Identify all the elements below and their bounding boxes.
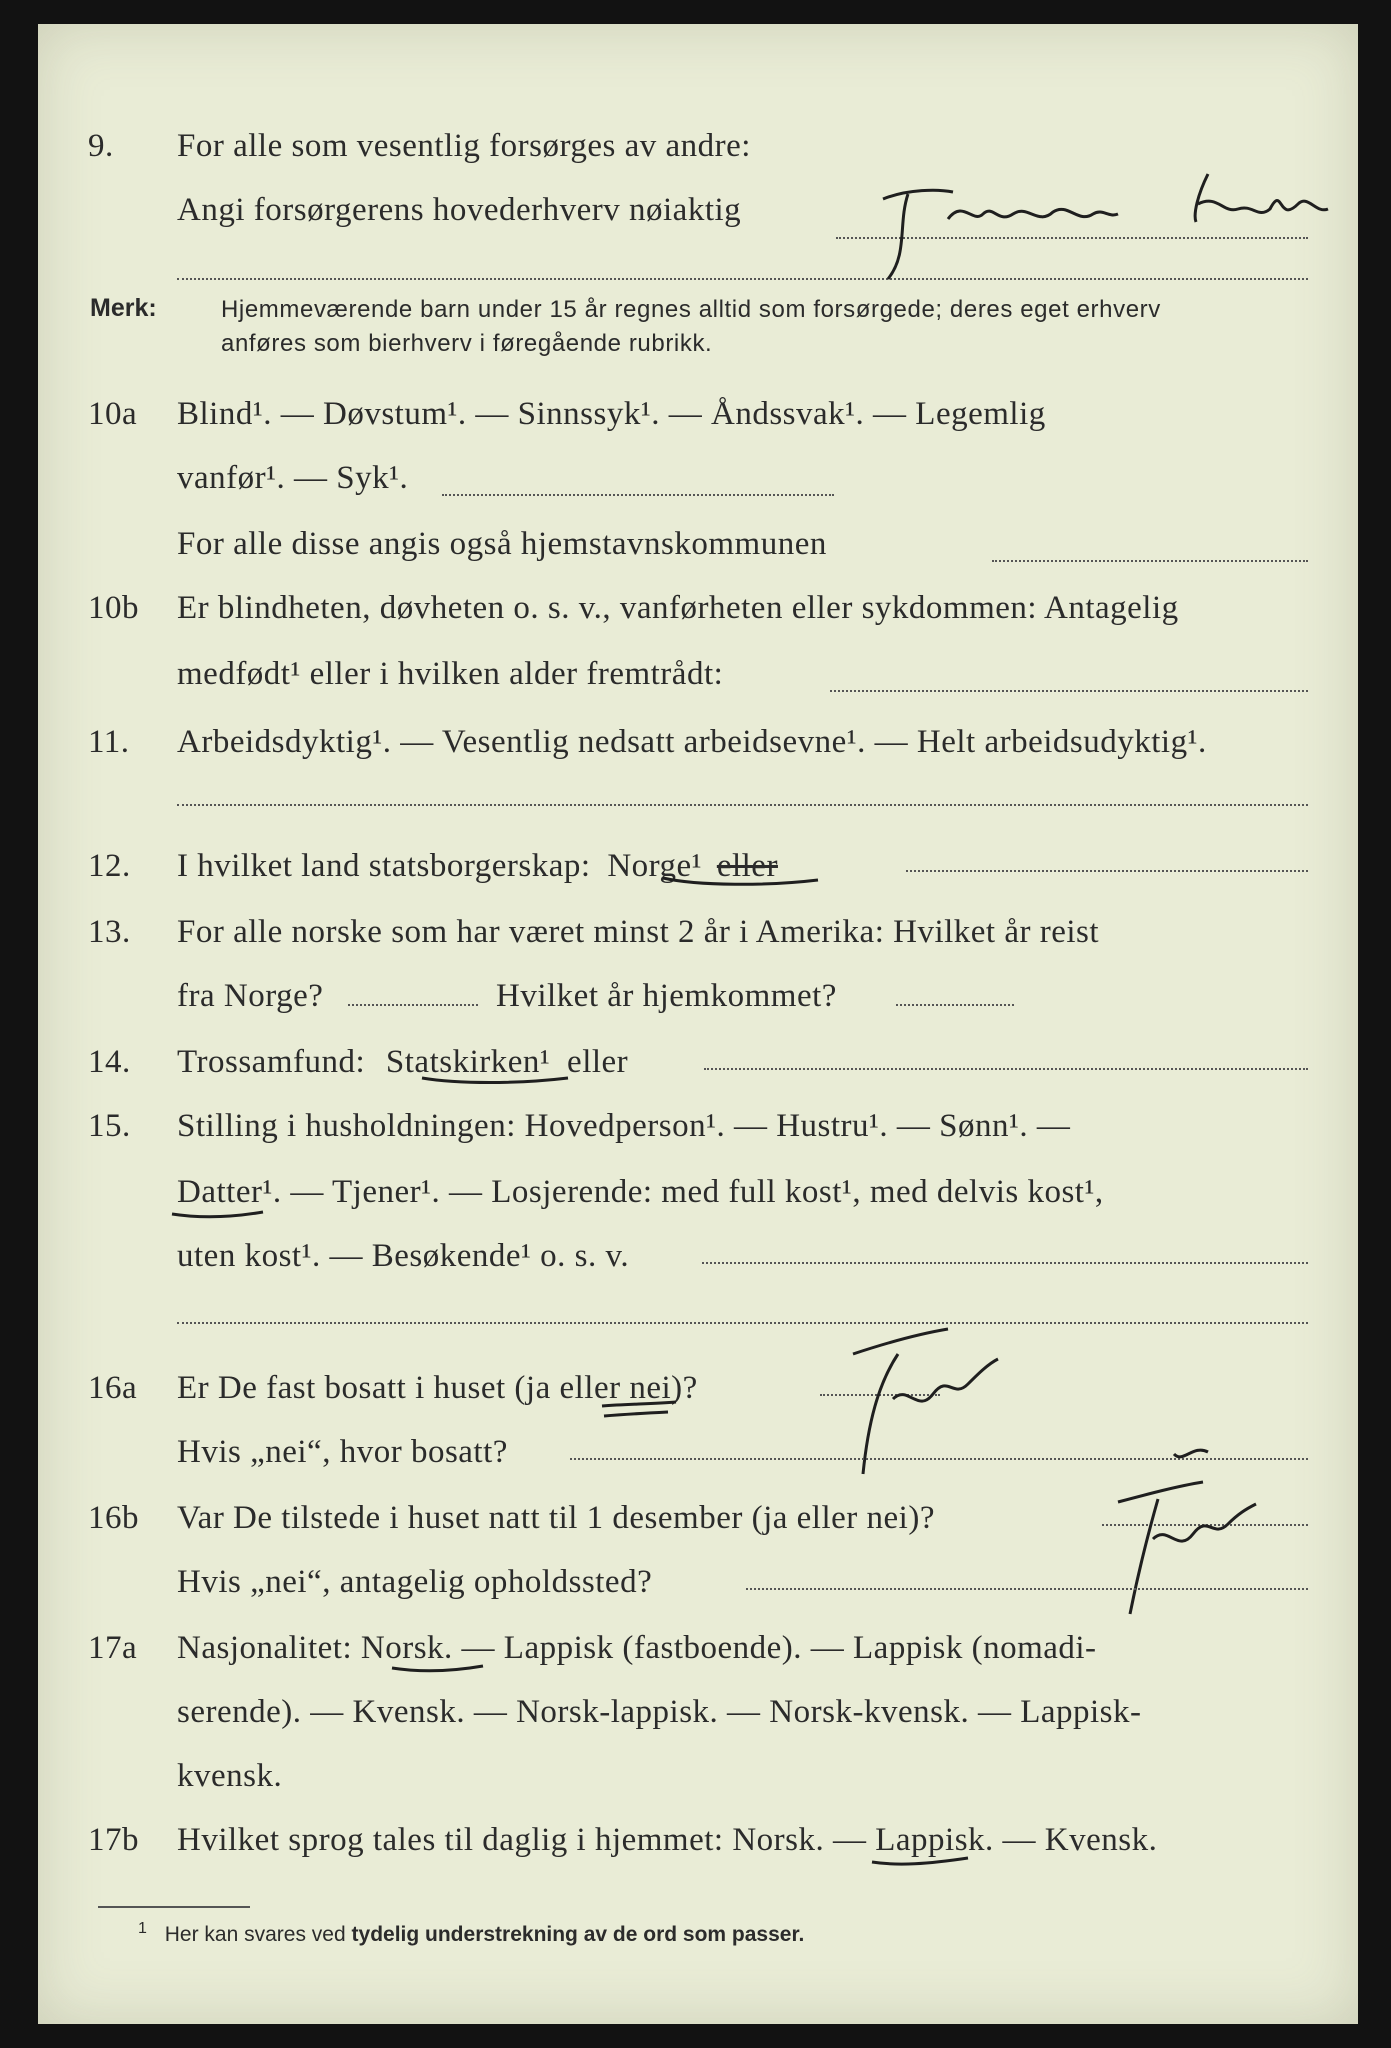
q16a-ja-underline xyxy=(598,1396,688,1426)
q11-number: 11. xyxy=(88,724,130,760)
q14-answer-line xyxy=(704,1068,1308,1070)
q12-norge: Norge¹ xyxy=(607,848,703,884)
q16a-line-1: Er De fast bosatt i huset (ja eller nei)? xyxy=(177,1370,698,1406)
q14-number: 14. xyxy=(88,1044,131,1080)
merk-label: Merk: xyxy=(90,294,157,322)
q17a-number: 17a xyxy=(88,1630,138,1666)
q16b-opholdssted-line xyxy=(746,1588,1308,1590)
q15-row-1 xyxy=(38,1098,1358,1154)
q15-datter-underline xyxy=(168,1200,288,1230)
q11-answer-line xyxy=(177,804,1308,806)
q10b-row-2 xyxy=(38,646,1358,702)
q16b-line-1: Var De tilstede i huset natt til 1 desember (ja eller nei)? xyxy=(177,1500,935,1536)
q12-eller-struck: eller xyxy=(716,848,778,884)
q17a-row-2 xyxy=(38,1684,1358,1740)
q16b-row-2 xyxy=(38,1554,1358,1610)
merk-line-2: anføres som bierhverv i føregående rubrikk. xyxy=(221,330,713,357)
q12-question: I hvilket land statsborgerskap: xyxy=(177,848,591,884)
q15-number: 15. xyxy=(88,1108,131,1144)
q10a-row-3 xyxy=(38,516,1358,572)
q15-extra-line xyxy=(177,1322,1308,1324)
q9-number: 9. xyxy=(88,128,114,164)
q15-row-3 xyxy=(38,1228,1358,1284)
q17a-norsk-underline xyxy=(388,1656,498,1686)
footnote-text-plain: Her kan svares ved xyxy=(164,1923,346,1946)
q13-number: 13. xyxy=(88,914,131,950)
q15-line-2: Datter¹. — Tjener¹. — Losjerende: med full kost¹, med delvis kost¹, xyxy=(177,1174,1104,1210)
q16a-dash-mark xyxy=(1168,1434,1228,1474)
q17a-row-3 xyxy=(38,1748,1358,1804)
q14-statskirken-underline xyxy=(418,1064,618,1094)
q17a-line-2: serende). — Kvensk. — Norsk-lappisk. — Norsk-kvensk. — Lappisk- xyxy=(177,1694,1142,1730)
q10a-kommune-line xyxy=(992,560,1308,562)
q10a-line-1: Blind¹. — Døvstum¹. — Sinnssyk¹. — Åndssvak¹. — Legemlig xyxy=(177,396,1046,432)
q11-line-1: Arbeidsdyktig¹. — Vesentlig nedsatt arbeidsevne¹. — Helt arbeidsudyktig¹. xyxy=(177,724,1207,760)
footnote-text-bold: tydelig understrekning av de ord som passer. xyxy=(351,1923,805,1946)
q13-line-2b: Hvilket år hjemkommet? xyxy=(496,978,837,1014)
footnote xyxy=(138,1920,804,1947)
q17a-line-3: kvensk. xyxy=(177,1758,283,1794)
q10a-syk-line xyxy=(442,494,834,496)
q17a-line-1: Nasjonalitet: Norsk. — Lappisk (fastboende). — Lappisk (nomadi- xyxy=(177,1630,1097,1666)
q16a-line-2: Hvis „nei“, hvor bosatt? xyxy=(177,1434,508,1470)
q13-reist-line xyxy=(348,1004,478,1006)
q10a-number: 10a xyxy=(88,396,138,432)
q10b-number: 10b xyxy=(88,590,139,626)
footnote-mark: 1 xyxy=(138,1920,147,1937)
q12-number: 12. xyxy=(88,848,131,884)
q10a-row-1 xyxy=(38,386,1358,442)
q11-row-1 xyxy=(38,714,1358,770)
q16a-row-2 xyxy=(38,1424,1358,1480)
q13-line-2a: fra Norge? xyxy=(177,978,324,1014)
q16a-number: 16a xyxy=(88,1370,138,1406)
q15-line-3: uten kost¹. — Besøkende¹ o. s. v. xyxy=(177,1238,630,1274)
q17b-number: 17b xyxy=(88,1822,139,1858)
q14-statskirken: Statskirken¹ xyxy=(385,1044,551,1080)
q10a-row-2 xyxy=(38,450,1358,506)
q16a-row-1 xyxy=(38,1360,1358,1416)
q13-hjemkommet-line xyxy=(896,1004,1014,1006)
q16b-line-2: Hvis „nei“, antagelig opholdssted? xyxy=(177,1564,653,1600)
q16b-number: 16b xyxy=(88,1500,139,1536)
q9-handwritten-answer xyxy=(878,164,1358,284)
q10a-line-2: vanfør¹. — Syk¹. xyxy=(177,460,409,496)
q13-row-2 xyxy=(38,968,1358,1024)
q9-line-2: Angi forsørgerens hovederhverv nøiaktig xyxy=(177,192,742,228)
q15-answer-line xyxy=(702,1262,1308,1264)
q14-eller: eller xyxy=(567,1044,629,1080)
q10b-line-2: medfødt¹ eller i hvilken alder fremtrådt: xyxy=(177,656,724,692)
q10b-line-1: Er blindheten, døvheten o. s. v., vanførheten eller sykdommen: Antagelig xyxy=(177,590,1179,626)
q12-norge-underline xyxy=(658,864,858,894)
q10b-row-1 xyxy=(38,580,1358,636)
q10a-line-3: For alle disse angis også hjemstavnskommunen xyxy=(177,526,827,562)
q17a-row-1 xyxy=(38,1620,1358,1676)
q13-row-1 xyxy=(38,904,1358,960)
q17b-row-1 xyxy=(38,1812,1358,1868)
q12-answer-line xyxy=(906,870,1308,872)
q10b-answer-line xyxy=(830,690,1308,692)
footnote-rule xyxy=(98,1906,250,1908)
merk-line-1: Hjemmeværende barn under 15 år regnes alltid som forsørgede; deres eget erhverv xyxy=(221,296,1161,323)
q15-line-1: Stilling i husholdningen: Hovedperson¹. — Hustru¹. — Sønn¹. — xyxy=(177,1108,1071,1144)
census-form-page xyxy=(38,24,1358,2024)
q17b-line-1: Hvilket sprog tales til daglig i hjemmet: Norsk. — Lappisk. — Kvensk. xyxy=(177,1822,1158,1858)
q17b-norsk-underline xyxy=(868,1850,988,1880)
q13-line-1: For alle norske som har været minst 2 år i Amerika: Hvilket år reist xyxy=(177,914,1100,950)
q9-line-1: For alle som vesentlig forsørges av andre: xyxy=(177,128,751,164)
q14-label: Trossamfund: xyxy=(177,1044,366,1080)
q14-row-1 xyxy=(38,1034,1358,1090)
